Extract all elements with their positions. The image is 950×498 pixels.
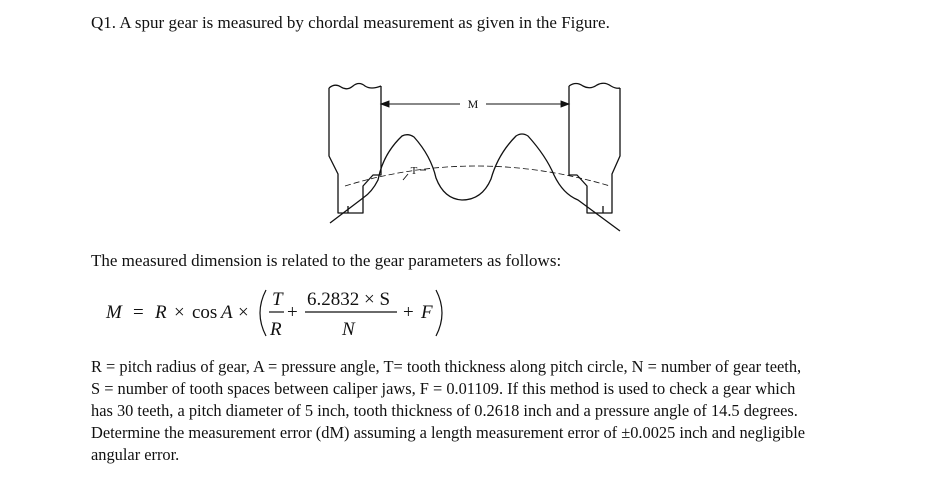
label-t: T [410, 165, 418, 177]
gear-measurement-figure [320, 76, 630, 238]
formula-plus1: + [287, 302, 298, 323]
formula-r-denom: R [270, 319, 282, 340]
right-break-line [569, 83, 620, 88]
paragraph-line: has 30 teeth, a pitch diameter of 5 inch, tooth thickness of 0.2618 inch and a pressure angle of 14.5 degrees. [91, 401, 798, 420]
formula-a: A [221, 302, 233, 323]
problem-paragraph [91, 356, 866, 466]
formula-times: × [174, 302, 185, 323]
right-paren [436, 290, 442, 336]
pitch-circle-arc [345, 166, 610, 186]
paragraph-line: Determine the measurement error (dM) assuming a length measurement error of ±0.0025 inch and negligible [91, 423, 806, 442]
formula-cos: cos [192, 302, 218, 323]
left-break-line [329, 84, 381, 89]
paragraph-line: angular error. [91, 445, 180, 464]
formula-plus2: + [403, 302, 414, 323]
left-paren [260, 290, 266, 336]
formula-n: N [342, 319, 355, 340]
right-caliper-jaw [569, 86, 620, 213]
gear-tooth-profile [330, 134, 620, 231]
formula-t: T [272, 289, 283, 310]
formula-equals: = [133, 302, 144, 323]
label-m: M [467, 97, 479, 111]
left-caliper-jaw [329, 86, 381, 213]
formula-numerator: 6.2832 × S [307, 289, 391, 310]
formula-m: M [106, 302, 122, 323]
intro-text: The measured dimension is related to the gear parameters as follows: [91, 251, 562, 270]
formula-times2: × [238, 302, 249, 323]
paragraph-line: R = pitch radius of gear, A = pressure angle, T= tooth thickness along pitch circle, N = number of gear teeth, [91, 357, 802, 376]
paragraph-line: S = number of tooth spaces between caliper jaws, F = 0.01109. If this method is used to check a gear which [91, 379, 796, 398]
formula-r: R [155, 302, 167, 323]
question-text: Q1. A spur gear is measured by chordal measurement as given in the Figure. [91, 13, 610, 32]
formula [100, 284, 480, 342]
formula-f: F [421, 302, 433, 323]
